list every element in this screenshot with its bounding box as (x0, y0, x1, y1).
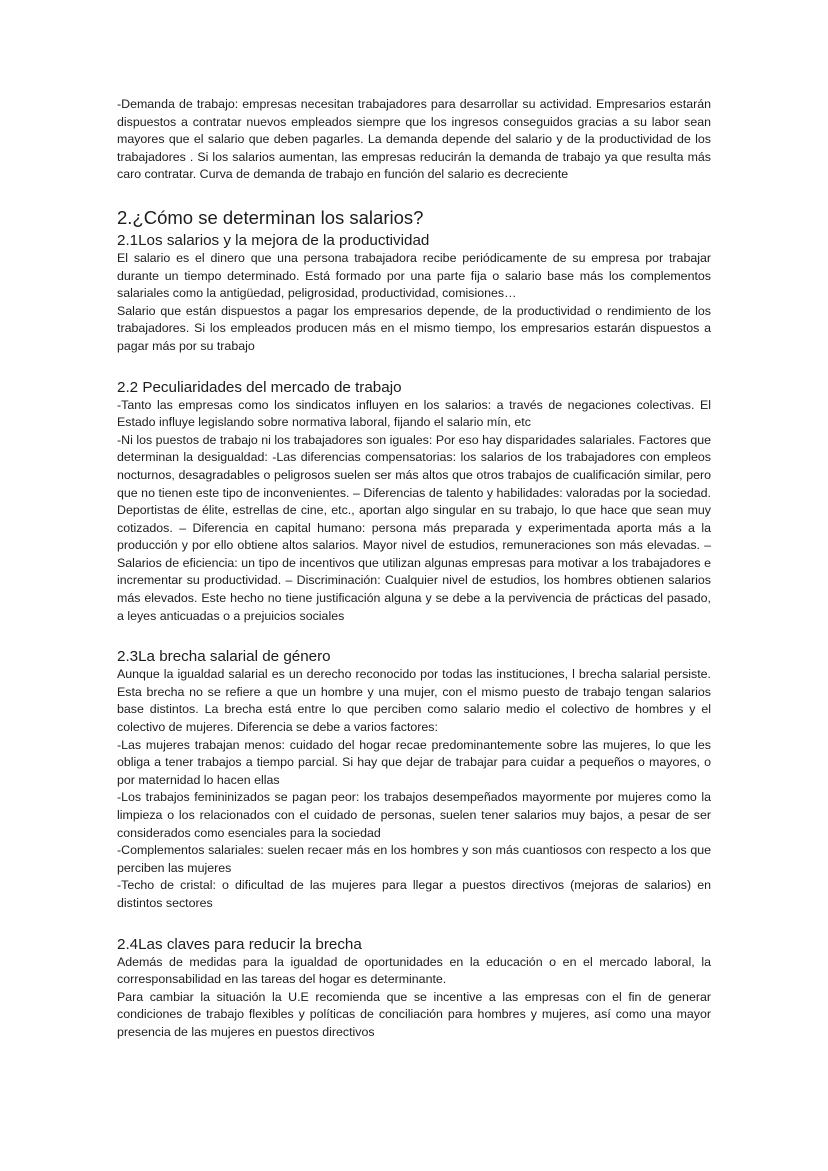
section-2-4-heading: 2.4Las claves para reducir la brecha (117, 935, 362, 953)
section-2-1-paragraph: Salario que están dispuestos a pagar los empresarios depende, de la productividad o rendimiento de los trabajadores. Si los empleados producen más en el mismo tiempo, los empresarios estarán dispuestos a pagar más por su trabajo (117, 303, 711, 353)
section-2-2-paragraph: -Ni los puestos de trabajo ni los trabajadores son iguales: Por eso hay disparidades salariales. Factores que determinan la desigualdad: -Las diferencias compensatorias: los salarios de los trabajadores con empleos nocturnos, desagradables o peligrosos suelen ser más altos que otros trabajos de cualificación similar, pero que no tienen este tipo de inconvenientes. – Diferencias de talento y habilidades: valoradas por la sociedad. Deportistas de élite, estrellas de cine, etc., aportan algo singular en su trabajo, lo que hace que sean muy cotizados. – Diferencia en capital humano: persona más preparada y experimentada aporta más a la producción y por ello obtiene altos salarios. Mayor nivel de estudios, remuneraciones son más elevadas. – Salarios de eficiencia: un tipo de incentivos que utilizan algunas empresas para motivar a los trabajadores e incrementar su productividad. – Discriminación: Cualquier nivel de estudios, los hombres obtienen salarios más elevados. Este hecho no tiene justificación alguna y se debe a la pervivencia de prácticas del pasado, a leyes anticuadas o a prejuicios sociales (117, 432, 711, 623)
section-2-3-heading: 2.3La brecha salarial de género (117, 648, 331, 666)
section-2-3-paragraph: -Las mujeres trabajan menos: cuidado del hogar recae predominantemente sobre las mujeres, lo que les obliga a tener trabajos a tiempo parcial. Si hay que dejar de trabajar para cuidar a pequeños o mayores, o por maternidad lo hacen ellas (117, 737, 711, 787)
section-2-2-paragraph: -Tanto las empresas como los sindicatos influyen en los salarios: a través de negaciones colectivas. El Estado influye legislando sobre normativa laboral, fijando el salario mín, etc (117, 397, 711, 430)
intro-paragraph: -Demanda de trabajo: empresas necesitan trabajadores para desarrollar su actividad. Empresarios estarán dispuestos a contratar nuevos empleados siempre que los ingresos conseguidos gracias a su labor sean mayores que el salario que deben pagarles. La demanda depende del salario y de la productividad de los trabajadores . Si los salarios aumentan, las empresas reducirán la demanda de trabajo ya que resulta más caro contratar. Curva de demanda de trabajo en función del salario es decreciente (117, 97, 711, 182)
section-2-4-paragraph: Además de medidas para la igualdad de oportunidades en la educación o en el mercado laboral, la corresponsabilidad en las tareas del hogar es determinante. (117, 954, 711, 987)
section-2-3 (117, 647, 711, 912)
document-page (117, 96, 711, 1064)
section-2-3-paragraph: -Complementos salariales: suelen recaer más en los hombres y son más cuantiosos con respecto a los que perciben las mujeres (117, 843, 711, 875)
section-2-3-paragraph: Aunque la igualdad salarial es un derecho reconocido por todas las instituciones, l brecha salarial persiste. Esta brecha no se refiere a que un hombre y una mujer, con el mismo puesto de trabajo tengan salarios base distintos. La brecha está entre lo que perciben como salario medio el colectivo de hombres y el colectivo de mujeres. Diferencia se debe a varios factores: (117, 667, 711, 735)
section-2-2-heading: 2.2 Peculiaridades del mercado de trabajo (117, 378, 402, 396)
section-2-1-heading: 2.1Los salarios y la mejora de la productividad (117, 231, 430, 249)
section-2-3-paragraph: -Techo de cristal: o dificultad de las mujeres para llegar a puestos directivos (mejoras de salarios) en distintos sectores (117, 878, 711, 910)
section-2-2 (117, 378, 711, 626)
section-2-4 (117, 935, 711, 1042)
section-2-1-paragraph: El salario es el dinero que una persona trabajadora recibe periódicamente de su empresa por trabajar durante un tiempo determinado. Está formado por una parte fija o salario base más los complementos salariales como la antigüedad, peligrosidad, productividad, comisiones… (117, 250, 711, 301)
section-2-4-paragraph: Para cambiar la situación la U.E recomienda que se incentive a las empresas con el fin de generar condiciones de trabajo flexibles y políticas de conciliación para hombres y mujeres, así como una mayor presencia de las mujeres en puestos directivos (117, 989, 711, 1039)
section-2-3-paragraph: -Los trabajos femininizados se pagan peor: los trabajos desempeñados mayormente por mujeres como la limpieza o los relacionados con el cuidado de personas, suelen tener salarios muy bajos, a pesar de ser considerados como esenciales para la sociedad (117, 790, 711, 840)
section-2-1 (117, 231, 711, 356)
section-2-heading: 2.¿Cómo se determinan los salarios? (117, 206, 424, 228)
